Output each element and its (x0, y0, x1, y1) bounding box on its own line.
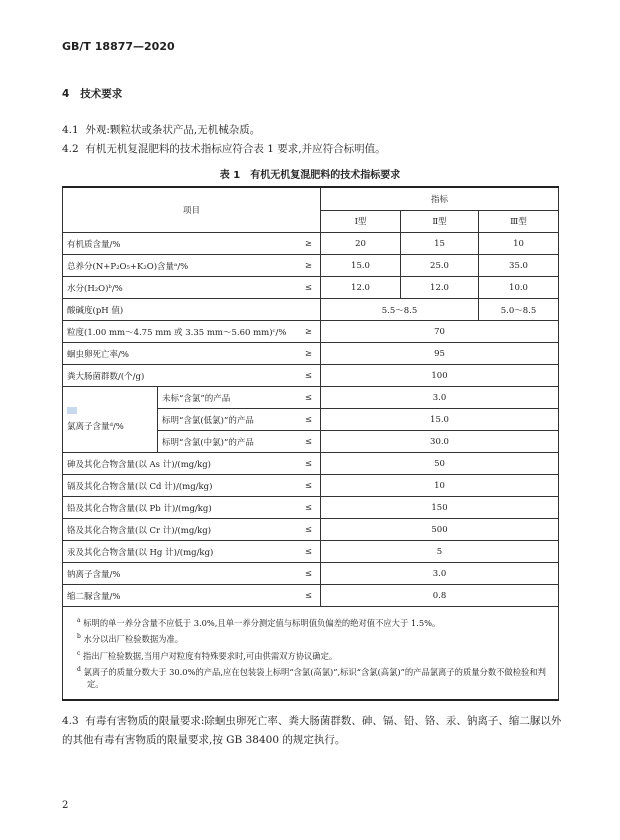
cell-value: 100 (321, 365, 559, 387)
footnote-b (77, 631, 548, 645)
row-symbol: ≥ (293, 233, 321, 255)
cell-value: 3.0 (321, 563, 559, 585)
table-row (63, 519, 559, 541)
row-symbol: ≤ (293, 277, 321, 299)
row-symbol: ≤ (293, 541, 321, 563)
cell-value: 35.0 (479, 255, 559, 277)
row-name: 蛔虫卵死亡率/% (63, 343, 293, 365)
row-symbol: ≤ (293, 365, 321, 387)
row-symbol: ≤ (293, 563, 321, 585)
footnote-mark: c (77, 649, 81, 657)
cell-value: 12.0 (401, 277, 479, 299)
row-symbol: ≤ (293, 475, 321, 497)
cell-value: 0.8 (321, 585, 559, 607)
type-2: Ⅱ型 (401, 210, 479, 233)
table-row (63, 563, 559, 585)
row-name: 总养分(N+P₂O₅+K₂O)含量ᵃ/% (63, 255, 293, 277)
cell-value: 5.0～8.5 (479, 299, 559, 321)
cell-value: 15 (401, 233, 479, 255)
table-row (63, 453, 559, 475)
table-row (63, 299, 559, 321)
table-row (63, 255, 559, 277)
footnote-text: 水分以出厂检验数据为准。 (83, 634, 184, 645)
row-name: 砷及其化合物含量(以 As 计)/(mg/kg) (63, 453, 293, 475)
row-symbol: ≤ (293, 519, 321, 541)
clause-text: 外观:颗粒状或条状产品,无机械杂质。 (85, 124, 261, 136)
clause-4-1 (62, 122, 260, 137)
cell-value: 10 (479, 233, 559, 255)
chlorine-tab-icon (67, 407, 77, 414)
cell-value: 50 (321, 453, 559, 475)
section-number: 4 (62, 88, 70, 100)
type-1: Ⅰ型 (321, 210, 401, 233)
row-symbol: ≤ (293, 387, 321, 409)
footnote-mark: a (77, 617, 81, 624)
footnote-text: 指出厂检验数据,当用户对粒度有特殊要求时,可由供需双方协议确定。 (83, 650, 338, 661)
cell-value: 15.0 (321, 409, 559, 431)
row-name: 缩二脲含量/% (63, 585, 293, 607)
table-row (63, 343, 559, 365)
sub-label: 标明“含氯(低氯)”的产品 (158, 409, 293, 431)
row-name: 酸碱度(pH 值) (63, 299, 321, 321)
cell-value: 70 (321, 321, 559, 343)
row-symbol: ≤ (293, 409, 321, 431)
clause-4-3 (62, 712, 562, 750)
row-name: 水分(H₂O)ᵇ/% (63, 277, 293, 299)
cell-value: 20 (321, 233, 401, 255)
table-row (63, 585, 559, 607)
table-caption: 表 1 有机无机复混肥料的技术指标要求 (219, 170, 401, 181)
type-3: Ⅲ型 (479, 210, 559, 233)
footnote-c (77, 648, 548, 662)
table-header-row (63, 187, 559, 210)
row-name: 铅及其化合物含量(以 Pb 计)/(mg/kg) (63, 497, 293, 519)
row-name: 汞及其化合物含量(以 Hg 计)/(mg/kg) (63, 541, 293, 563)
standard-code: GB/T 18877—2020 (62, 40, 175, 53)
row-symbol: ≥ (293, 321, 321, 343)
footnote-text: 氯离子的质量分数大于 30.0%的产品,应在包装袋上标明“含氯(高氯)”,标识“含氯(高氯)”的产品氯离子的质量分数不做检验和判定。 (83, 666, 546, 690)
footnote-d (77, 664, 548, 691)
table-notes (63, 607, 559, 701)
clause-4-2 (62, 141, 386, 156)
section-title: 技术要求 (80, 88, 123, 100)
table-row (63, 365, 559, 387)
row-name: 粪大肠菌群数/(个/g) (63, 365, 293, 387)
footnote-text: 标明的单一养分含量不应低于 3.0%,且单一养分测定值与标明值负偏差的绝对值不应大于 1.5%。 (83, 617, 441, 628)
header-item: 项目 (63, 187, 321, 233)
table-row (63, 475, 559, 497)
cell-value: 25.0 (401, 255, 479, 277)
table-row (63, 497, 559, 519)
table-row (63, 277, 559, 299)
cell-value: 5 (321, 541, 559, 563)
row-symbol: ≥ (293, 255, 321, 277)
row-symbol: ≤ (293, 497, 321, 519)
row-symbol: ≤ (293, 453, 321, 475)
header-index: 指标 (321, 187, 559, 210)
table-row (63, 321, 559, 343)
page-number: 2 (62, 800, 69, 811)
cell-value: 5.5～8.5 (321, 299, 479, 321)
footnote-a (77, 615, 548, 629)
row-name: 铬及其化合物含量(以 Cr 计)/(mg/kg) (63, 519, 293, 541)
cell-value: 12.0 (321, 277, 401, 299)
footnote-mark: d (77, 666, 81, 674)
clause-number: 4.3 (62, 715, 79, 727)
row-name: 有机质含量/% (63, 233, 293, 255)
cell-value: 3.0 (321, 387, 559, 409)
cell-value: 30.0 (321, 431, 559, 453)
cell-value: 10.0 (479, 277, 559, 299)
clause-text: 有机无机复混肥料的技术指标应符合表 1 要求,并应符合标明值。 (85, 143, 386, 155)
cell-value: 15.0 (321, 255, 401, 277)
table-row (63, 541, 559, 563)
row-symbol: ≥ (293, 343, 321, 365)
row-name: 粒度(1.00 mm～4.75 mm 或 3.35 mm～5.60 mm)ᶜ/% (63, 321, 293, 343)
row-name: 镉及其化合物含量(以 Cd 计)/(mg/kg) (63, 475, 293, 497)
clause-text: 有毒有害物质的限量要求:除蛔虫卵死亡率、粪大肠菌群数、砷、镉、铅、铬、汞、钠离子、缩二脲以外的其他有毒有害物质的限量要求,按 GB 38400 的规定执行。 (62, 715, 562, 746)
cell-value: 500 (321, 519, 559, 541)
chlorine-group (63, 387, 158, 453)
cell-value: 95 (321, 343, 559, 365)
clause-number: 4.1 (62, 124, 79, 136)
section-heading (62, 86, 122, 101)
table-notes-row (63, 607, 559, 701)
sub-label: 标明“含氯(中氯)”的产品 (158, 431, 293, 453)
row-symbol: ≤ (293, 431, 321, 453)
cell-value: 150 (321, 497, 559, 519)
row-symbol: ≤ (293, 585, 321, 607)
sub-label: 未标“含氯”的产品 (158, 387, 293, 409)
table-row (63, 387, 559, 409)
clause-number: 4.2 (62, 143, 79, 155)
table-row (63, 233, 559, 255)
spec-table (62, 186, 559, 701)
row-name: 氯离子含量ᵈ/% (67, 422, 124, 432)
footnote-mark: b (77, 633, 81, 641)
row-name: 钠离子含量/% (63, 563, 293, 585)
cell-value: 10 (321, 475, 559, 497)
